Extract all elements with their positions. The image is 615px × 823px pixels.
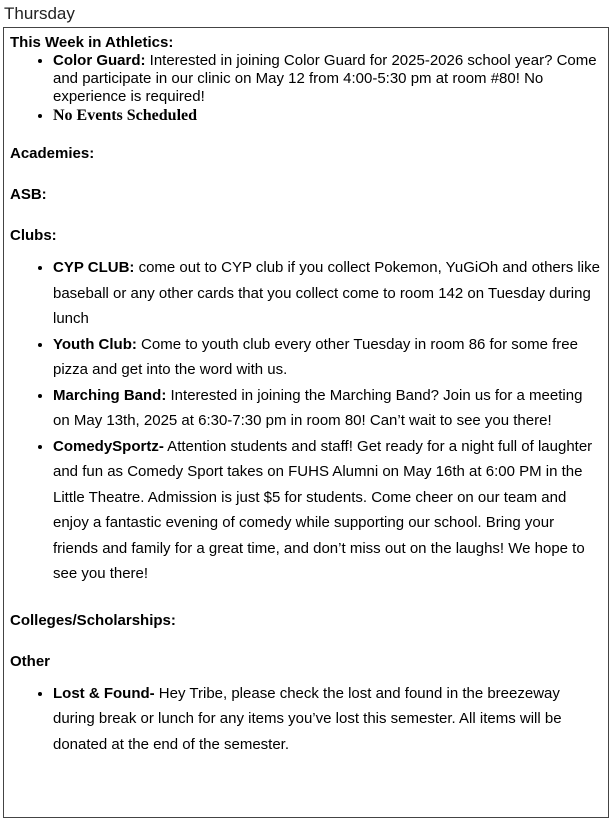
- item-label: Youth Club:: [53, 335, 137, 353]
- item-label: Lost & Found-: [53, 684, 155, 702]
- colleges-heading: Colleges/Scholarships:: [10, 611, 176, 629]
- list-item: [53, 332, 602, 383]
- list-item: [53, 434, 602, 587]
- item-text: Come to youth club every other Tuesday in room 86 for some free pizza and get into the word with us.: [53, 335, 578, 378]
- other-heading: Other: [10, 652, 51, 670]
- item-label: Color Guard:: [53, 52, 146, 69]
- list-item: [53, 383, 602, 434]
- clubs-list: [10, 255, 602, 587]
- item-text: Hey Tribe, please check the lost and found in the breezeway during break or lunch for any items you’ve lost this semester. All items will be donated at the end of the semester.: [53, 684, 562, 753]
- item-label: No Events Scheduled: [53, 107, 198, 124]
- list-item: [53, 52, 602, 106]
- athletics-list: [10, 52, 602, 125]
- asb-heading: ASB:: [10, 186, 47, 203]
- list-item: [53, 681, 602, 758]
- item-text: come out to CYP club if you collect Pokemon, YuGiOh and others like baseball or any other cards that you collect come to room 142 on Tuesday during lunch: [53, 259, 600, 327]
- list-item: [53, 107, 602, 125]
- list-item: [53, 255, 602, 332]
- item-label: CYP CLUB:: [53, 259, 135, 276]
- announcements-content: [10, 34, 602, 757]
- announcements-box: [3, 27, 609, 818]
- item-label: ComedySportz-: [53, 437, 164, 455]
- item-text: Attention students and staff! Get ready for a night full of laughter and fun as Comedy Sport takes on FUHS Alumni on May 16th at 6:00 PM in the Little Theatre. Admission is just $5 for students. Come cheer on our team and enjoy a fantastic evening of comedy while supporting our school. Bring your friends and family for a great time, and don’t miss out on the laughs! We hope to see you there!: [53, 437, 593, 582]
- item-text: Interested in joining the Marching Band? Join us for a meeting on May 13th, 2025 at 6:30-7:30 pm in room 80! Can’t wait to see you there!: [53, 386, 583, 429]
- day-title: Thursday: [4, 4, 75, 23]
- other-list: [10, 681, 602, 758]
- academies-heading: Academies:: [10, 145, 95, 162]
- item-text: Interested in joining Color Guard for 2025-2026 school year? Come and participate in our clinic on May 12 from 4:00-5:30 pm at room #80! No experience is required!: [53, 52, 597, 105]
- athletics-heading: This Week in Athletics:: [10, 34, 174, 51]
- item-label: Marching Band:: [53, 386, 167, 404]
- clubs-heading: Clubs:: [10, 227, 57, 244]
